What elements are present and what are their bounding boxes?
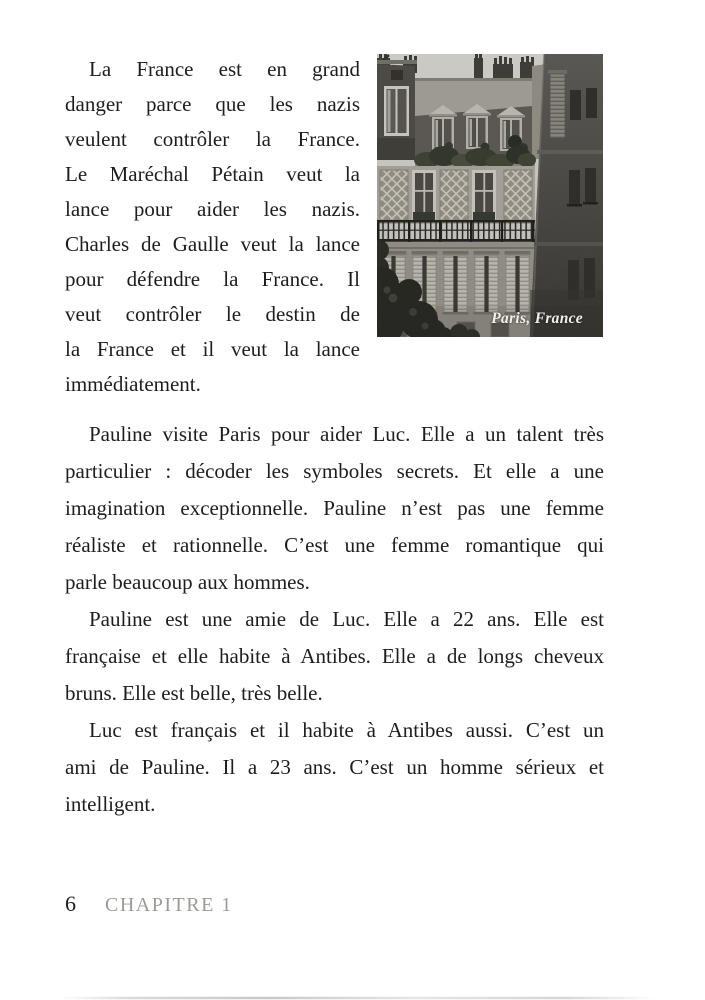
page-number: 6 <box>65 891 76 916</box>
text-line: Le Maréchal Pétain veut la <box>65 162 360 186</box>
text-line: pour défendre la France. Il <box>65 267 360 291</box>
intro-section <box>65 52 604 402</box>
text-line: veulent contrôler la France. <box>65 127 360 151</box>
text-line: immédiatement. <box>65 372 201 396</box>
page-footer <box>65 891 233 917</box>
text-line: Luc est français et il habite à Antibes aussi. C’est un <box>89 718 604 742</box>
scan-edge-artifact <box>60 997 655 1000</box>
chapter-label: CHAPITRE 1 <box>105 894 233 916</box>
paragraph-1 <box>65 52 360 402</box>
paragraph-2 <box>65 416 604 601</box>
text-line: Charles de Gaulle veut la lance <box>65 232 360 256</box>
paragraph-4 <box>65 712 604 823</box>
text-line: veut contrôler le destin de <box>65 302 360 326</box>
photo-caption: Paris, France <box>491 310 583 327</box>
text-line: intelligent. <box>65 792 156 816</box>
film-grain <box>377 54 603 337</box>
text-line: danger parce que les nazis <box>65 92 360 116</box>
text-line: particulier : décoder les symboles secrets. Et elle a une <box>65 459 604 483</box>
text-line: imagination exceptionnelle. Pauline n’est pas une femme <box>65 496 604 520</box>
paris-photo <box>377 54 603 337</box>
text-line: lance pour aider les nazis. <box>65 197 360 221</box>
text-line: réaliste et rationnelle. C’est une femme romantique qui <box>65 533 604 557</box>
text-line: Pauline est une amie de Luc. Elle a 22 ans. Elle est <box>89 607 604 631</box>
text-line: bruns. Elle est belle, très belle. <box>65 681 323 705</box>
paris-photo-illustration <box>377 54 603 337</box>
text-line: la France et il veut la lance <box>65 337 360 361</box>
text-line: parle beaucoup aux hommes. <box>65 570 310 594</box>
text-line: ami de Pauline. Il a 23 ans. C’est un homme sérieux et <box>65 755 604 779</box>
text-line: Pauline visite Paris pour aider Luc. Elle a un talent très <box>89 422 604 446</box>
text-line: française et elle habite à Antibes. Elle a de longs cheveux <box>65 644 604 668</box>
paragraph-3 <box>65 601 604 712</box>
text-line: La France est en grand <box>89 57 360 81</box>
